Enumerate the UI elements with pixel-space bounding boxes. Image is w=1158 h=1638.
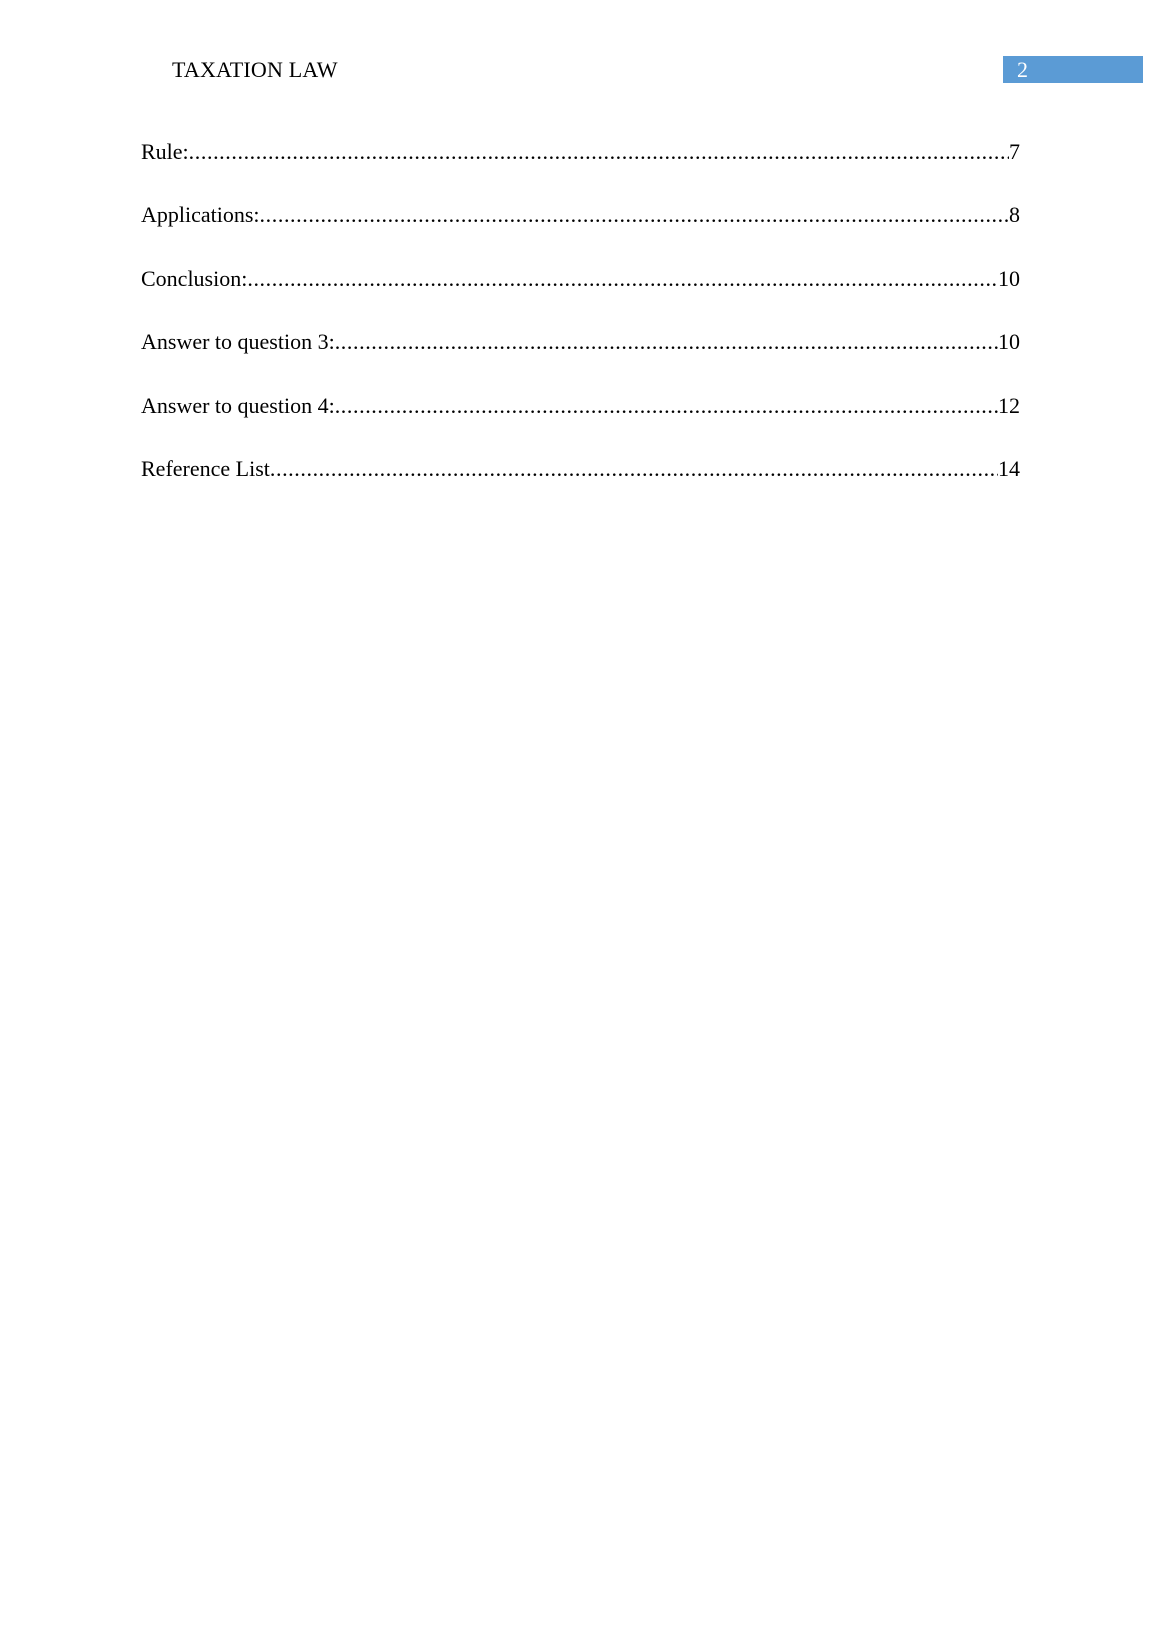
toc-entry-applications[interactable]	[141, 200, 1020, 263]
toc-entry-page: 10	[998, 329, 1020, 355]
page-header	[0, 0, 1158, 110]
toc-entry-answer-question-3[interactable]	[141, 327, 1020, 390]
toc-dot-leader	[335, 391, 998, 421]
toc-dot-leader	[260, 200, 1009, 230]
toc-dot-leader	[270, 454, 998, 484]
running-header-title: TAXATION LAW	[172, 57, 338, 82]
toc-entry-page: 14	[998, 455, 1020, 481]
page-number: 2	[1017, 57, 1028, 82]
toc-entry-label: Conclusion:	[141, 265, 248, 291]
toc-dot-leader	[189, 137, 1009, 167]
toc-entry-label: Answer to question 4:	[141, 392, 335, 418]
toc-entry-answer-question-4[interactable]	[141, 391, 1020, 454]
toc-entry-conclusion[interactable]	[141, 264, 1020, 327]
toc-entry-page: 12	[998, 392, 1020, 418]
toc-dot-leader	[247, 264, 998, 294]
toc-entry-page: 7	[1009, 139, 1020, 164]
toc-entry-label: Applications:	[141, 202, 260, 228]
toc-entry-page: 8	[1009, 202, 1020, 228]
toc-entry-page: 10	[998, 265, 1020, 291]
toc-entry-label: Rule:	[141, 139, 189, 164]
toc-entry-label: Answer to question 3:	[141, 329, 335, 355]
page-number-badge	[1003, 56, 1143, 83]
toc-dot-leader	[335, 327, 998, 357]
toc-entry-label: Reference List	[141, 455, 270, 481]
toc-entry-rule[interactable]	[141, 137, 1020, 200]
table-of-contents	[141, 137, 1020, 517]
toc-entry-reference-list[interactable]	[141, 454, 1020, 517]
